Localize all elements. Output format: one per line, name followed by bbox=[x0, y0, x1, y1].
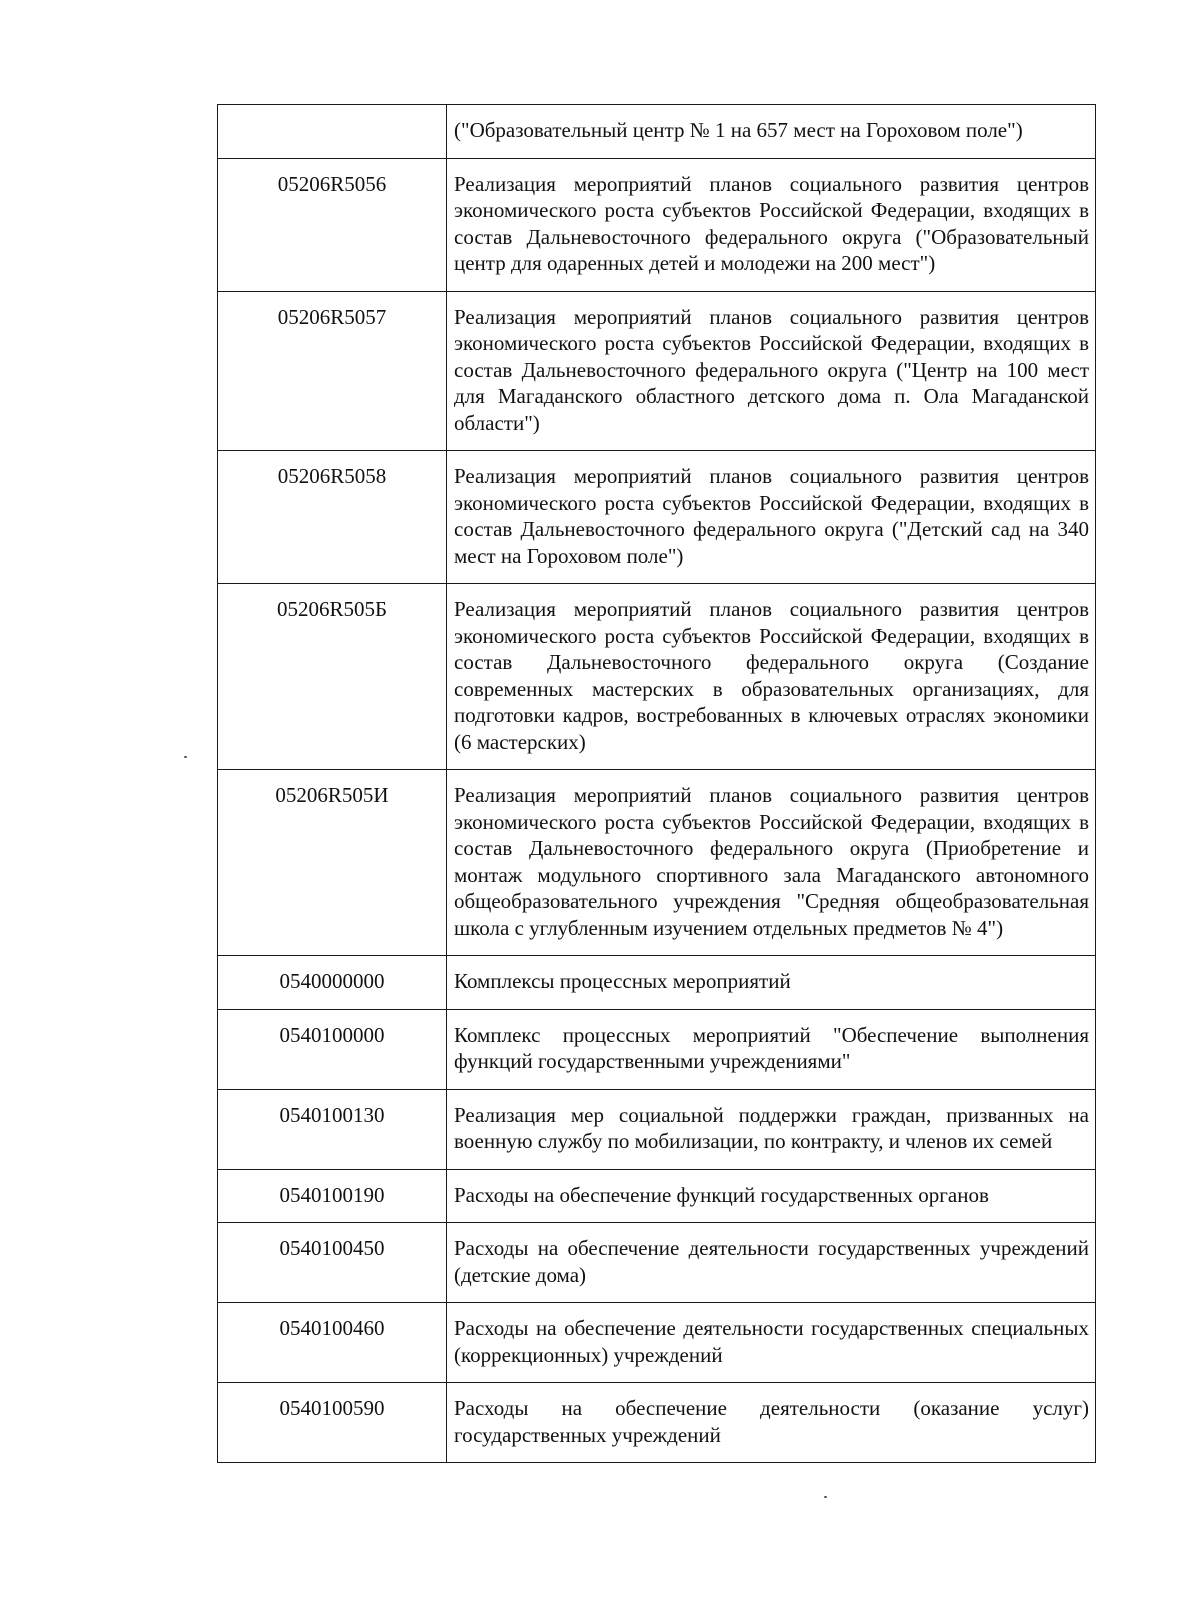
row-code: 0540100130 bbox=[218, 1089, 447, 1169]
table-row bbox=[218, 105, 1096, 159]
row-code: 0540100460 bbox=[218, 1303, 447, 1383]
row-description: Реализация мероприятий планов социального развития центров экономического роста субъектов Российской Федерации, входящих в состав Дальневосточного федерального округа ("Образовательный центр для одаренных детей и молодежи на 200 мест") bbox=[447, 158, 1096, 291]
table-row bbox=[218, 158, 1096, 291]
scan-speck bbox=[824, 1496, 827, 1498]
row-description: Реализация мер социальной поддержки граждан, призванных на военную службу по мобилизации, по контракту, и членов их семей bbox=[447, 1089, 1096, 1169]
table-row bbox=[218, 1009, 1096, 1089]
row-description: Реализация мероприятий планов социального развития центров экономического роста субъектов Российской Федерации, входящих в состав Дальневосточного федерального округа (Создание современных мастерских в образовательных организациях, для подготовки кадров, востребованных в ключевых отраслях экономики (6 мастерских) bbox=[447, 584, 1096, 770]
table-row bbox=[218, 1089, 1096, 1169]
row-description: Реализация мероприятий планов социального развития центров экономического роста субъектов Российской Федерации, входящих в состав Дальневосточного федерального округа (Приобретение и монтаж модульного спортивного зала Магаданского автономного общеобразовательного учреждения "Средняя общеобразовательная школа с углубленным изучением отдельных предметов № 4") bbox=[447, 770, 1096, 956]
table-row bbox=[218, 1383, 1096, 1463]
row-description: Расходы на обеспечение деятельности (оказание услуг) государственных учреждений bbox=[447, 1383, 1096, 1463]
row-description: ("Образовательный центр № 1 на 657 мест на Гороховом поле") bbox=[447, 105, 1096, 159]
row-code: 0540100450 bbox=[218, 1223, 447, 1303]
row-description: Комплексы процессных мероприятий bbox=[447, 956, 1096, 1010]
row-description: Реализация мероприятий планов социального развития центров экономического роста субъектов Российской Федерации, входящих в состав Дальневосточного федерального округа ("Детский сад на 340 мест на Гороховом поле") bbox=[447, 451, 1096, 584]
row-code: 0540100000 bbox=[218, 1009, 447, 1089]
row-code: 05206R5057 bbox=[218, 291, 447, 451]
row-code bbox=[218, 105, 447, 159]
row-description: Расходы на обеспечение функций государственных органов bbox=[447, 1169, 1096, 1223]
row-description: Расходы на обеспечение деятельности государственных учреждений (детские дома) bbox=[447, 1223, 1096, 1303]
row-code: 05206R5056 bbox=[218, 158, 447, 291]
table-row bbox=[218, 1169, 1096, 1223]
table-row bbox=[218, 1303, 1096, 1383]
table-row bbox=[218, 584, 1096, 770]
table-row bbox=[218, 770, 1096, 956]
table-row bbox=[218, 956, 1096, 1010]
row-description: Комплекс процессных мероприятий "Обеспечение выполнения функций государственными учреждениями" bbox=[447, 1009, 1096, 1089]
row-code: 0540000000 bbox=[218, 956, 447, 1010]
row-code: 0540100590 bbox=[218, 1383, 447, 1463]
budget-code-table bbox=[217, 104, 1096, 1463]
table-row bbox=[218, 451, 1096, 584]
row-code: 0540100190 bbox=[218, 1169, 447, 1223]
table-row bbox=[218, 291, 1096, 451]
row-code: 05206R5058 bbox=[218, 451, 447, 584]
table-row bbox=[218, 1223, 1096, 1303]
row-code: 05206R505Б bbox=[218, 584, 447, 770]
row-description: Расходы на обеспечение деятельности государственных специальных (коррекционных) учреждений bbox=[447, 1303, 1096, 1383]
row-code: 05206R505И bbox=[218, 770, 447, 956]
scan-speck bbox=[184, 756, 187, 758]
row-description: Реализация мероприятий планов социального развития центров экономического роста субъектов Российской Федерации, входящих в состав Дальневосточного федерального округа ("Центр на 100 мест для Магаданского областного детского дома п. Ола Магаданской области") bbox=[447, 291, 1096, 451]
